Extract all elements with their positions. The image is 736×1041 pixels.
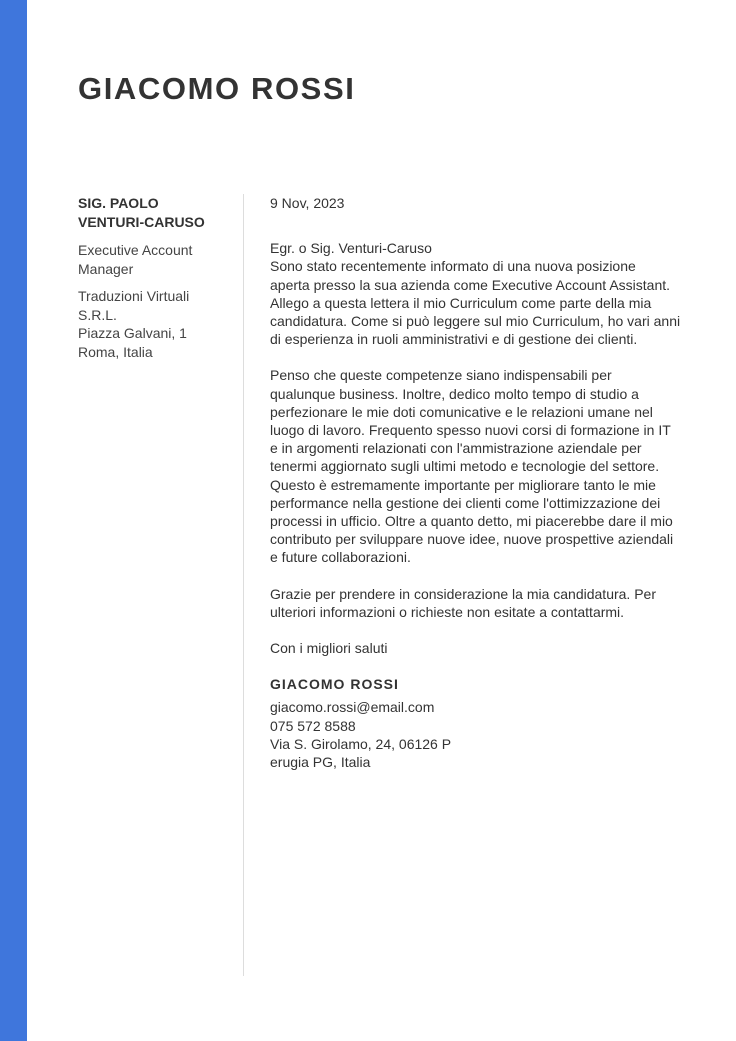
recipient-role-line: Executive Account [78,242,193,258]
letter-date: 9 Nov, 2023 [270,195,345,211]
paragraph-line: candidatura. Come si può leggere sul mio Curriculum, ho vari anni [270,313,681,330]
sender-phone: 075 572 8588 [270,717,356,734]
paragraph-line: tenermi aggiornato sugli ultimi metodo e tecnologie del settore. [270,458,660,475]
recipient-company-line: Traduzioni Virtuali [78,288,190,304]
paragraph-line: processi in ufficio. Oltre a quanto detto, mi piacerebbe dare il mio [270,513,673,530]
signature-name: GIACOMO ROSSI [270,676,399,693]
accent-sidebar-bar [0,0,27,1041]
recipient-address-line: Piazza Galvani, 1 [78,325,187,341]
sender-address-line: erugia PG, Italia [270,754,371,771]
paragraph-line: Grazie per prendere in considerazione la mia candidatura. Per [270,585,656,602]
paragraph-line: e in argomenti relazionati con l'ammistrazione aziendale per [270,440,642,457]
paragraph-line: aperta presso la sua azienda come Executive Account Assistant. [270,276,671,293]
paragraph-line: contributo per sviluppare nuove idee, nuove prospettive aziendali [270,531,674,548]
sender-contact-block [270,698,710,771]
paragraph-line: ulteriori informazioni o richieste non esitate a contattarmi. [270,603,625,620]
recipient-address-line: Roma, Italia [78,343,153,360]
letter-body [270,194,710,771]
recipient-company-line: S.R.L. [78,306,117,323]
paragraph-line: e future collaborazioni. [270,549,411,566]
sender-address-line: Via S. Girolamo, 24, 06126 P [270,735,452,752]
recipient-name-line: SIG. PAOLO [78,195,159,211]
letter-paragraph-2 [270,366,710,566]
recipient-block [78,194,228,361]
column-divider [243,194,244,976]
paragraph-line: perfezionare le mie doti comunicative e le relazioni umane nel [270,403,653,420]
recipient-role [78,241,228,278]
recipient-company [78,287,228,361]
paragraph-line: luogo di lavoro. Frequento spesso nuovi corsi di formazione in IT [270,422,671,439]
sender-name-heading: GIACOMO ROSSI [78,71,356,106]
letter-closing: Con i migliori saluti [270,640,388,657]
paragraph-line: qualunque business. Inoltre, dedico molto tempo di studio a [270,385,639,402]
letter-paragraph-1 [270,257,710,348]
letter-salutation: Egr. o Sig. Venturi-Caruso [270,240,432,257]
paragraph-line: performance nella gestione dei clienti come l'ottimizzazione dei [270,494,661,511]
recipient-name-line: VENTURI-CARUSO [78,213,205,230]
recipient-role-line: Manager [78,260,134,277]
paragraph-line: Allego a questa lettera il mio Curriculum come parte della mia [270,294,652,311]
recipient-name [78,194,228,231]
letter-paragraph-3 [270,585,710,621]
paragraph-line: Penso che queste competenze siano indispensabili per [270,367,612,384]
paragraph-line: Questo è estremamente importante per migliorare tanto le mie [270,476,656,493]
paragraph-line: Sono stato recentemente informato di una nuova posizione [270,258,636,275]
paragraph-line: di esperienza in ruoli amministrativi e di gestione dei clienti. [270,331,638,348]
sender-email: giacomo.rossi@email.com [270,699,435,716]
